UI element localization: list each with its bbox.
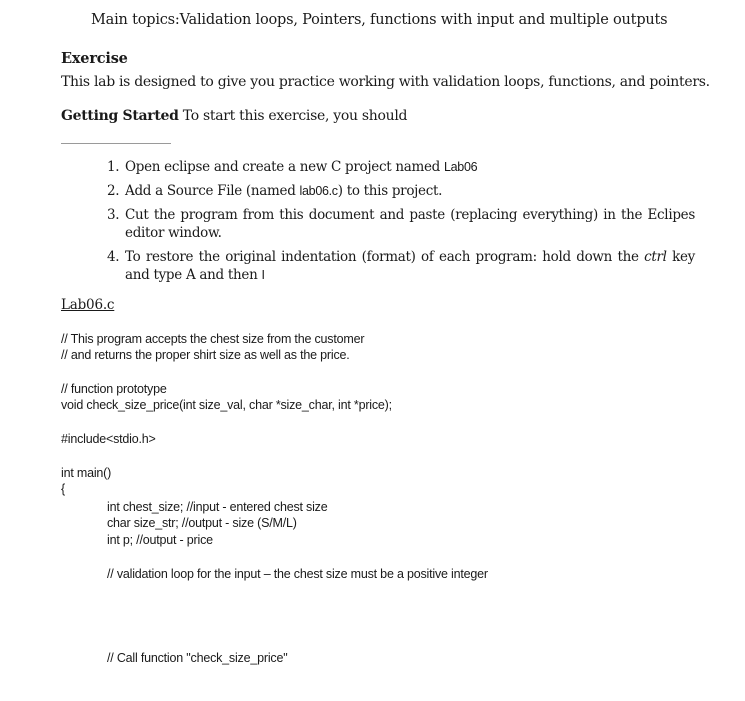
step-number: 2. [107,183,120,199]
code-line: // Call function "check_size_price" [107,651,288,665]
file-name: lab06.c [299,184,338,198]
ctrl-key-text: ctrl [644,249,667,265]
key-letter: I [261,268,265,282]
code-line: char size_str; //output - size (S/M/L) [107,516,297,530]
code-line: int main() [61,466,112,480]
code-line: // This program accepts the chest size from the customer [61,332,365,346]
step-number: 4. [107,249,120,265]
main-topics-heading: Main topics:Validation loops, Pointers, functions with input and multiple outputs [91,12,668,28]
step-text: To restore the original indentation (format) of each program: hold down the [125,249,645,265]
step-item [107,248,695,284]
step-text: Add a Source File (named [125,183,300,199]
code-line: int chest_size; //input - entered chest size [107,500,328,514]
getting-started-text: To start this exercise, you should [178,108,408,124]
step-number: 1. [107,159,120,175]
code-line: // validation loop for the input – the chest size must be a positive integer [107,567,488,581]
code-line: // function prototype [61,382,167,396]
step-item [107,206,695,242]
code-line: int p; //output - price [107,533,213,547]
project-name: Lab06 [444,160,478,174]
step-text: key and type A and then [125,249,696,283]
step-text: Open eclipse and create a new C project named [125,159,444,175]
code-line: // and returns the proper shirt size as well as the price. [61,348,350,362]
lab06-link[interactable]: Lab06.c [61,297,115,313]
code-line: #include<stdio.h> [61,432,156,446]
step-text: ) to this project. [337,183,443,199]
step-item [107,158,695,176]
step-item [107,182,695,200]
getting-started-paragraph [61,108,407,124]
getting-started-label: Getting Started [61,108,179,124]
steps-list [107,158,695,290]
step-number: 3. [107,207,120,223]
section-divider [61,143,171,144]
step-text: Cut the program from this document and paste (replacing everything) in the Eclipes editor window. [125,207,695,241]
exercise-heading: Exercise [61,50,128,67]
code-line: { [61,482,65,496]
code-line: void check_size_price(int size_val, char *size_char, int *price); [61,398,392,412]
exercise-description: This lab is designed to give you practice working with validation loops, functions, and pointers. [61,74,710,90]
